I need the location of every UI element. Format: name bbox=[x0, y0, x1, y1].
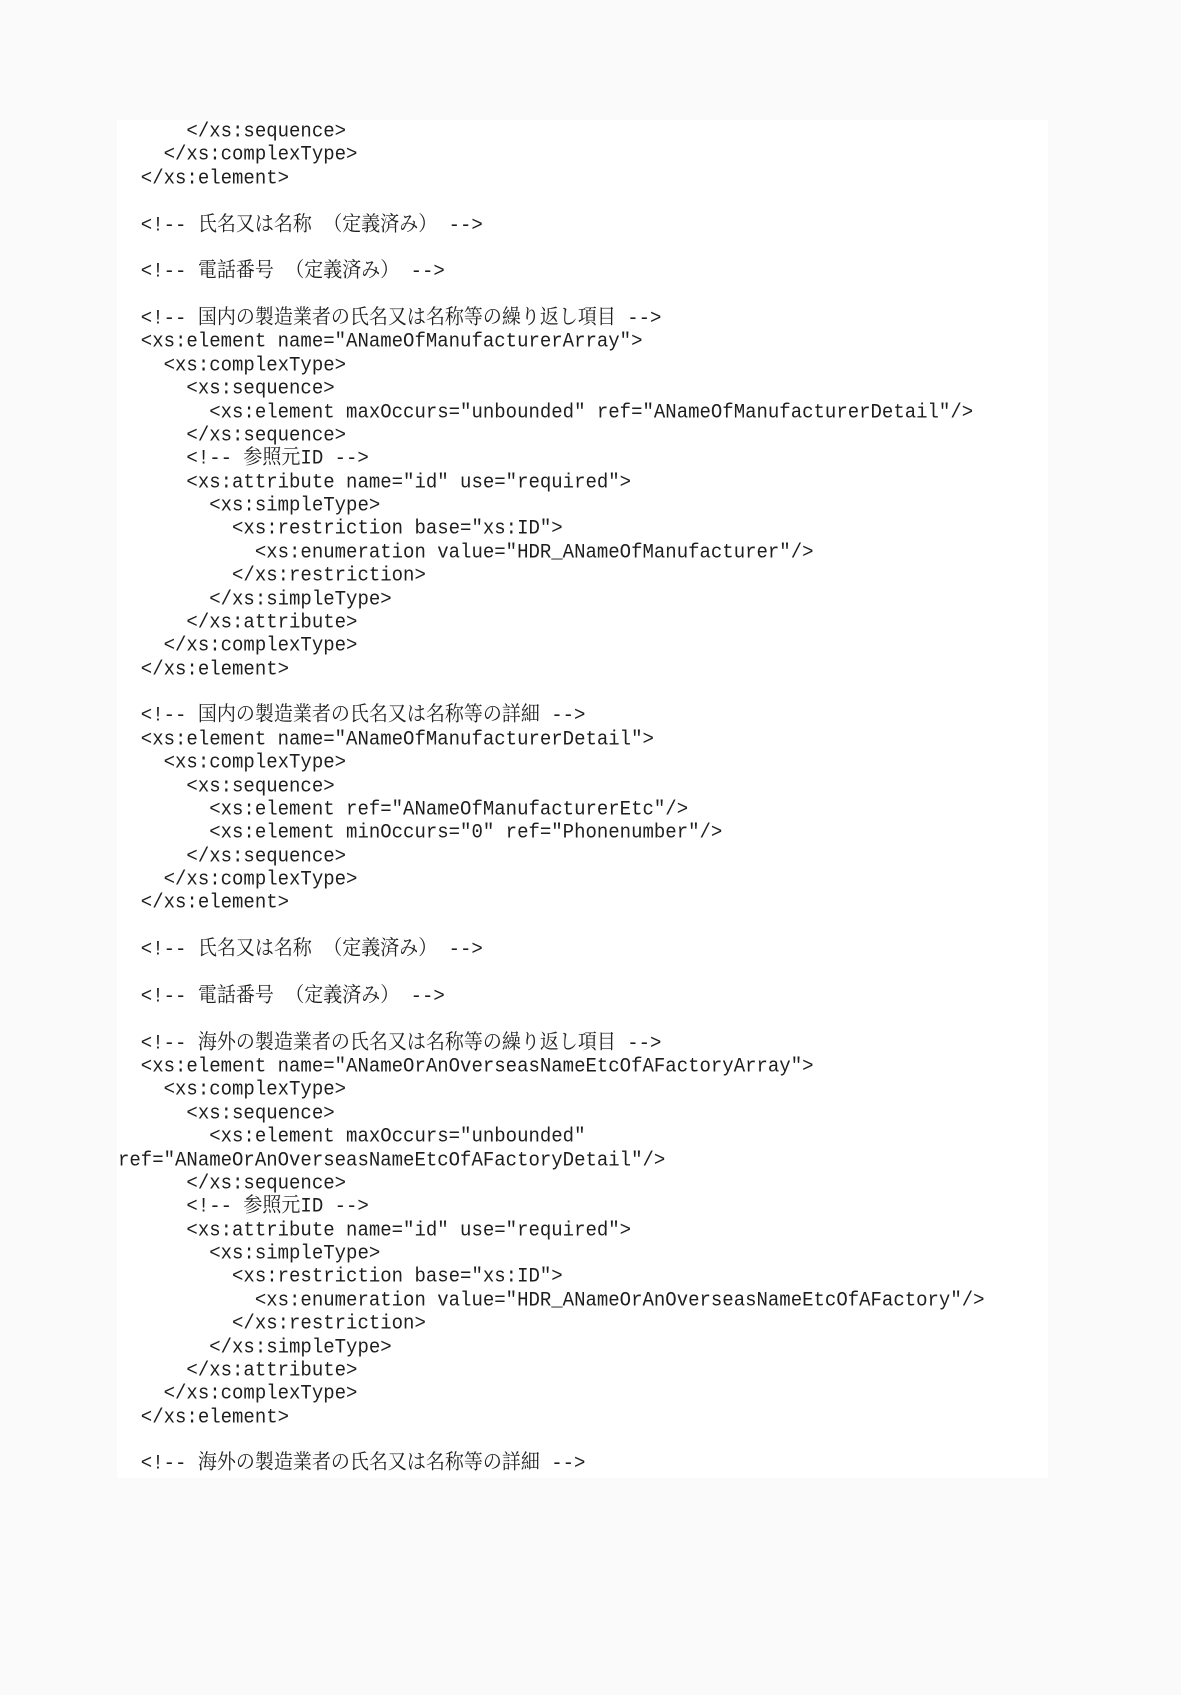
code-line: <!-- 氏名又は名称 （定義済み） --> bbox=[118, 937, 483, 961]
xml-schema-code-block bbox=[118, 120, 985, 1476]
code-line: </xs:attribute> bbox=[118, 1357, 358, 1382]
document-page bbox=[117, 120, 1048, 1478]
code-line: <xs:element maxOccurs="unbounded" ref="ANameOfManufacturerDetail"/> bbox=[118, 399, 974, 424]
code-line: <xs:enumeration value="HDR_ANameOrAnOverseasNameEtcOfAFactory"/> bbox=[118, 1287, 985, 1312]
code-line: <xs:element name="ANameOfManufacturerArray"> bbox=[118, 329, 643, 354]
code-line: </xs:sequence> bbox=[118, 1170, 347, 1195]
code-line: <xs:element ref="ANameOfManufacturerEtc"/> bbox=[118, 796, 689, 821]
code-line: <!-- 電話番号 （定義済み） --> bbox=[118, 983, 445, 1008]
code-line: <!-- 氏名又は名称 （定義済み） --> bbox=[118, 212, 483, 237]
code-line: <xs:simpleType> bbox=[118, 493, 381, 517]
code-line: <xs:sequence> bbox=[118, 1100, 335, 1125]
code-line bbox=[118, 189, 985, 214]
code-line: <xs:element minOccurs="0" ref="Phonenumber"/> bbox=[118, 820, 723, 845]
code-line: </xs:restriction> bbox=[118, 1311, 426, 1335]
code-line: </xs:simpleType> bbox=[118, 586, 392, 611]
code-line: </xs:sequence> bbox=[118, 119, 347, 143]
code-line: <!-- 海外の製造業者の氏名又は名称等の詳細 --> bbox=[118, 1451, 586, 1476]
code-line: <xs:sequence> bbox=[118, 376, 335, 400]
code-line bbox=[118, 283, 985, 308]
code-line: <xs:simpleType> bbox=[118, 1241, 381, 1265]
code-line: </xs:complexType> bbox=[118, 142, 358, 167]
code-line: <xs:restriction base="xs:ID"> bbox=[118, 516, 563, 541]
code-line: <!-- 国内の製造業者の氏名又は名称等の詳細 --> bbox=[118, 703, 586, 728]
code-line: <!-- 参照元ID --> bbox=[118, 1194, 369, 1219]
code-line: </xs:element> bbox=[118, 1404, 290, 1429]
code-line: <xs:complexType> bbox=[118, 352, 347, 377]
code-line: <xs:restriction base="xs:ID"> bbox=[118, 1264, 563, 1289]
code-line: <xs:element name="ANameOrAnOverseasNameEtcOfAFactoryArray"> bbox=[118, 1054, 814, 1078]
code-line: <xs:attribute name="id" use="required"> bbox=[118, 1217, 632, 1242]
code-line bbox=[118, 236, 985, 261]
code-line: </xs:complexType> bbox=[118, 867, 358, 891]
code-line: </xs:sequence> bbox=[118, 422, 347, 447]
code-line bbox=[118, 914, 985, 939]
code-line: <!-- 電話番号 （定義済み） --> bbox=[118, 259, 445, 284]
code-line: <xs:enumeration value="HDR_ANameOfManufacturer"/> bbox=[118, 539, 814, 564]
code-line: <xs:attribute name="id" use="required"> bbox=[118, 469, 632, 494]
code-line: <!-- 参照元ID --> bbox=[118, 446, 369, 471]
code-line bbox=[118, 680, 985, 705]
code-line: <xs:complexType> bbox=[118, 1077, 347, 1102]
code-line: </xs:complexType> bbox=[118, 1381, 358, 1406]
code-line: <!-- 国内の製造業者の氏名又は名称等の繰り返し項目 --> bbox=[118, 306, 662, 330]
code-line: <!-- 海外の製造業者の氏名又は名称等の繰り返し項目 --> bbox=[118, 1030, 662, 1055]
code-line: <xs:element maxOccurs="unbounded" bbox=[118, 1124, 586, 1148]
code-line: <xs:element name="ANameOfManufacturerDetail"> bbox=[118, 726, 654, 751]
code-line: </xs:element> bbox=[118, 165, 290, 190]
code-line: </xs:restriction> bbox=[118, 563, 426, 587]
code-line: </xs:simpleType> bbox=[118, 1334, 392, 1359]
code-line: </xs:element> bbox=[118, 656, 290, 681]
code-line bbox=[118, 1428, 985, 1453]
code-line: </xs:complexType> bbox=[118, 633, 358, 658]
code-line: ref="ANameOrAnOverseasNameEtcOfAFactoryDetail"/> bbox=[118, 1147, 666, 1172]
code-line bbox=[118, 961, 985, 986]
code-line: </xs:sequence> bbox=[118, 843, 347, 868]
code-line bbox=[118, 1007, 985, 1032]
code-line: </xs:attribute> bbox=[118, 609, 358, 634]
code-line: </xs:element> bbox=[118, 890, 290, 915]
code-line: <xs:complexType> bbox=[118, 750, 347, 774]
code-line: <xs:sequence> bbox=[118, 773, 335, 798]
